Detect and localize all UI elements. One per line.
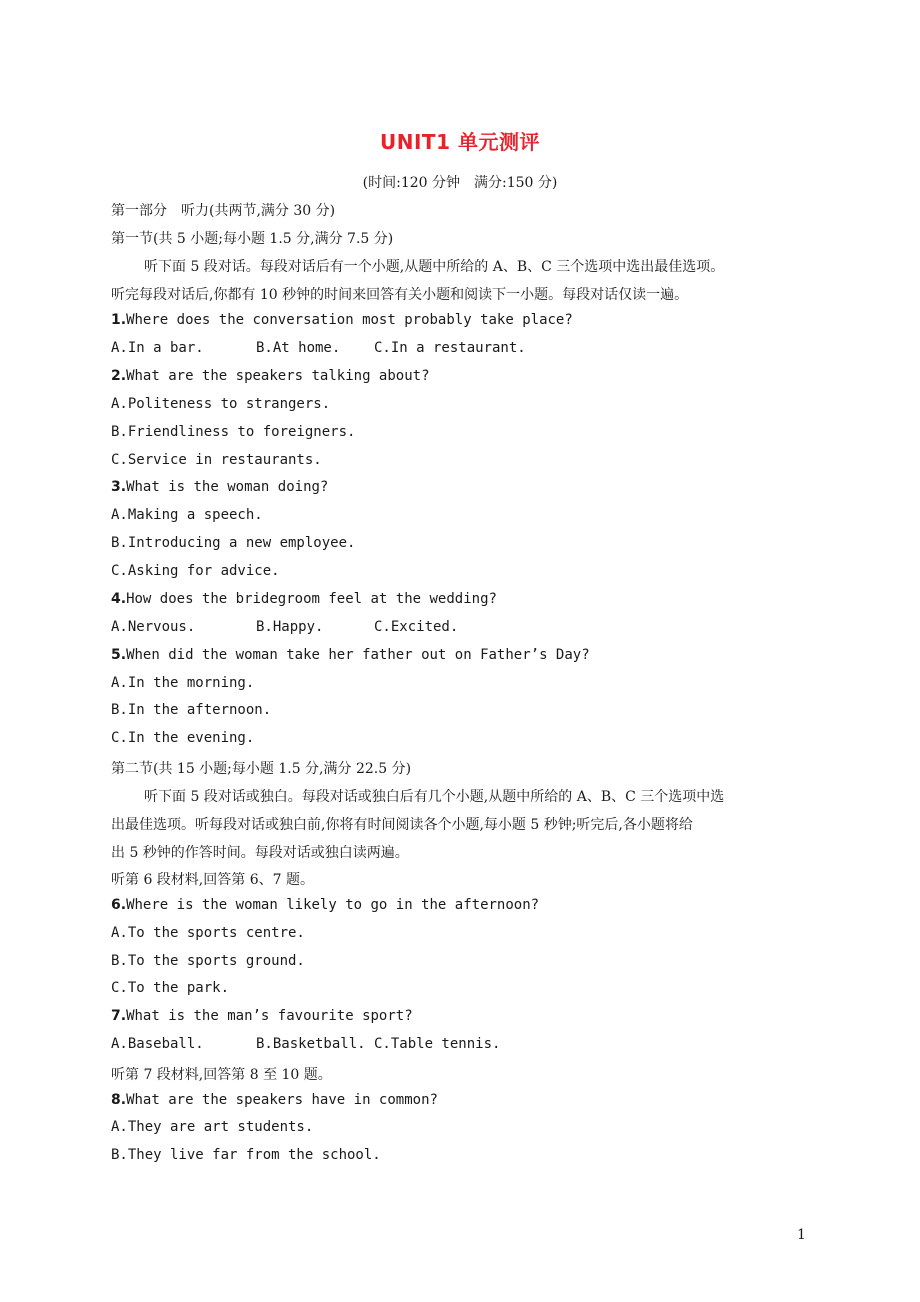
option-c: C.To the park.	[111, 980, 230, 996]
question-text: What are the speakers talking about?	[126, 368, 430, 384]
question	[111, 897, 539, 913]
section-heading: 第一节(共 5 小题;每小题 1.5 分,满分 7.5 分)	[111, 231, 394, 247]
option-a: A.In the morning.	[111, 675, 255, 691]
option-b: B.Happy.	[256, 619, 324, 635]
question-text: What are the speakers have in common?	[126, 1092, 438, 1108]
option-b: B.To the sports ground.	[111, 953, 305, 969]
question	[111, 479, 328, 495]
options-row	[111, 619, 458, 635]
option-a: A.To the sports centre.	[111, 925, 305, 941]
question-number: 6.	[111, 897, 127, 913]
question-text: When did the woman take her father out on Father’s Day?	[126, 647, 590, 663]
question-number: 4.	[111, 591, 127, 607]
instructions-line: 出最佳选项。听每段对话或独白前,你将有时间阅读各个小题,每小题 5 秒钟;听完后,各小题将给	[111, 817, 693, 833]
question	[111, 647, 590, 663]
instructions-line: 听完每段对话后,你都有 10 秒钟的时间来回答有关小题和阅读下一小题。每段对话仅读一遍。	[111, 287, 689, 303]
question	[111, 591, 497, 607]
question-text: What is the man’s favourite sport?	[126, 1008, 413, 1024]
question-text: Where is the woman likely to go in the afternoon?	[126, 897, 540, 913]
option-c: C.In the evening.	[111, 730, 255, 746]
option-c: C.In a restaurant.	[374, 340, 526, 356]
options-row	[111, 340, 526, 356]
option-c: C.Table tennis.	[374, 1036, 501, 1052]
option-c: C.Excited.	[374, 619, 459, 635]
question-number: 7.	[111, 1008, 127, 1024]
question-number: 8.	[111, 1092, 127, 1108]
option-a: A.Politeness to strangers.	[111, 396, 331, 412]
option-a: A.In a bar.	[111, 340, 204, 356]
question-number: 1.	[111, 312, 127, 328]
option-b: B.Introducing a new employee.	[111, 535, 356, 551]
option-b: B.They live far from the school.	[111, 1147, 381, 1163]
question	[111, 1008, 413, 1024]
page-number: 1	[797, 1227, 806, 1243]
question-number: 5.	[111, 647, 127, 663]
question	[111, 368, 430, 384]
option-b: B.In the afternoon.	[111, 702, 272, 718]
option-b: B.Friendliness to foreigners.	[111, 424, 356, 440]
option-b: B.At home.	[256, 340, 341, 356]
part-heading: 第一部分 听力(共两节,满分 30 分)	[111, 203, 336, 219]
exam-info: (时间:120 分钟 满分:150 分)	[362, 175, 558, 191]
instructions-line: 听下面 5 段对话或独白。每段对话或独白后有几个小题,从题中所给的 A、B、C 三个选项中选	[144, 789, 725, 805]
option-c: C.Service in restaurants.	[111, 452, 322, 468]
option-b: B.Basketball.	[256, 1036, 366, 1052]
question	[111, 312, 573, 328]
option-c: C.Asking for advice.	[111, 563, 280, 579]
question-number: 2.	[111, 368, 127, 384]
instructions-line: 听下面 5 段对话。每段对话后有一个小题,从题中所给的 A、B、C 三个选项中选出最佳选项。	[144, 259, 725, 275]
question-number: 3.	[111, 479, 127, 495]
material-heading: 听第 6 段材料,回答第 6、7 题。	[111, 872, 314, 888]
option-a: A.Making a speech.	[111, 507, 263, 523]
question-text: Where does the conversation most probably take place?	[126, 312, 573, 328]
question	[111, 1092, 438, 1108]
option-a: A.Nervous.	[111, 619, 196, 635]
option-a: A.They are art students.	[111, 1119, 314, 1135]
question-text: How does the bridegroom feel at the wedding?	[126, 591, 497, 607]
option-a: A.Baseball.	[111, 1036, 204, 1052]
instructions-line: 出 5 秒钟的作答时间。每段对话或独白读两遍。	[111, 845, 409, 861]
page-title: UNIT1 单元测评	[380, 130, 540, 154]
material-heading: 听第 7 段材料,回答第 8 至 10 题。	[111, 1067, 332, 1083]
question-text: What is the woman doing?	[126, 479, 329, 495]
section-heading: 第二节(共 15 小题;每小题 1.5 分,满分 22.5 分)	[111, 761, 412, 777]
options-row	[111, 1036, 500, 1052]
